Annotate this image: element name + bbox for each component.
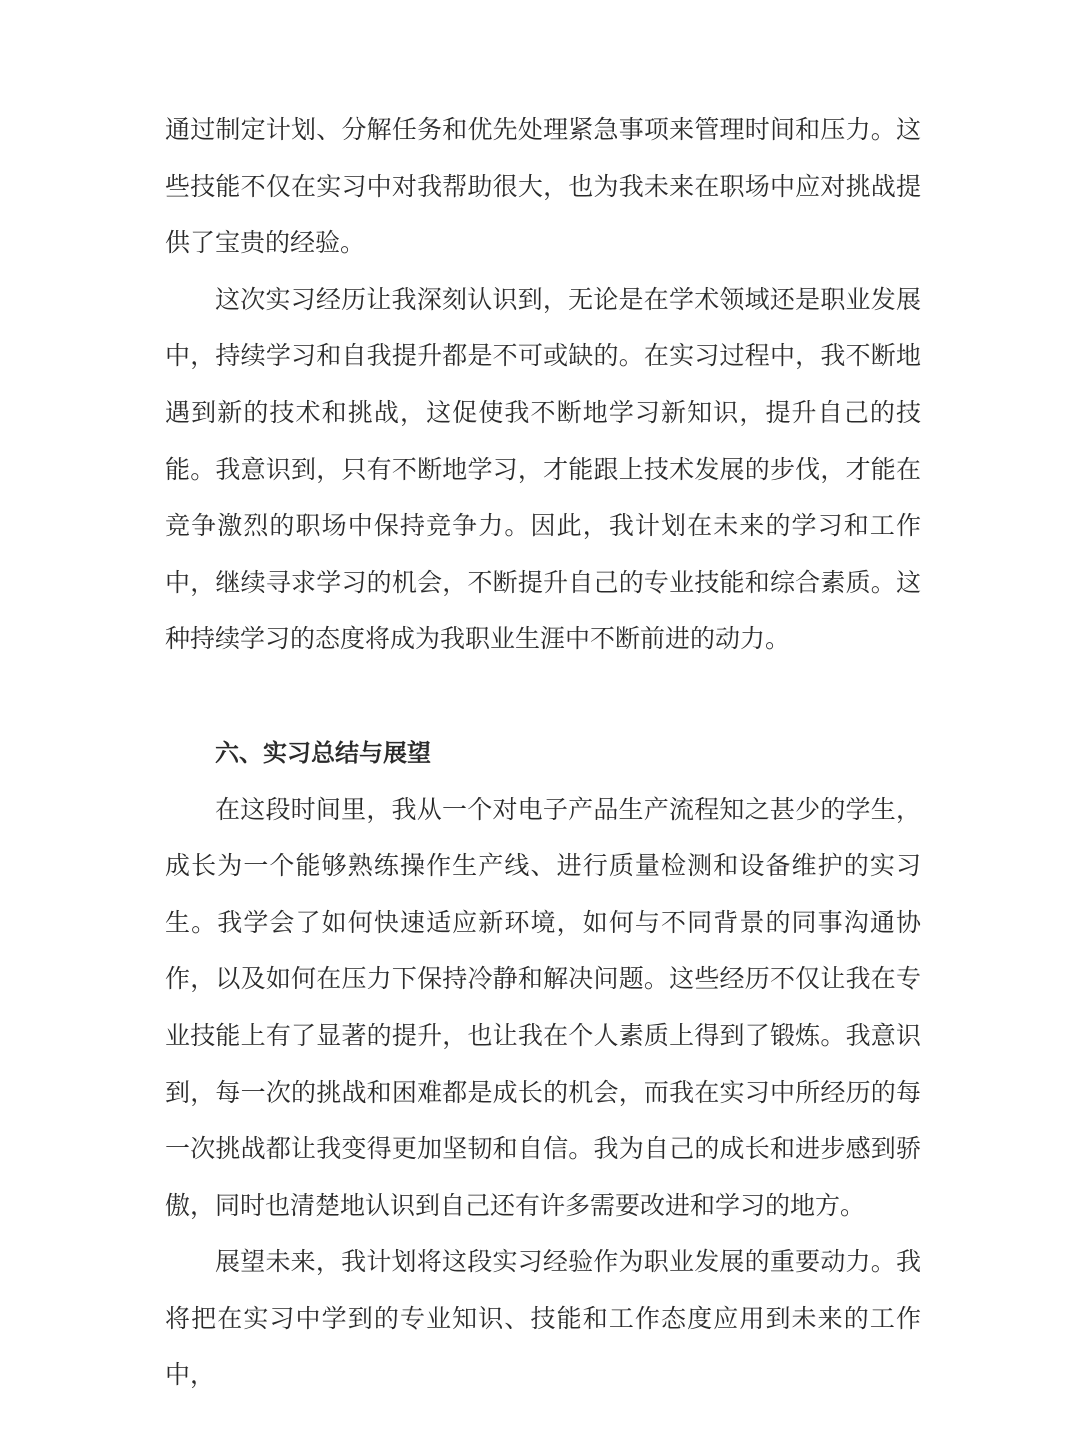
paragraph-summary: 在这段时间里，我从一个对电子产品生产流程知之甚少的学生，成长为一个能够熟练操作生产线、进行质量检测和设备维护的实习生。我学会了如何快速适应新环境，如何与不同背景的同事沟通协作，以及如何在压力下保持冷静和解决问题。这些经历不仅让我在专业技能上有了显著的提升，也让我在个人素质上得到了锻炼。我意识到，每一次的挑战和困难都是成长的机会，而我在实习中所经历的每一次挑战都让我变得更加坚韧和自信。我为自己的成长和进步感到骄傲，同时也清楚地认识到自己还有许多需要改进和学习的地方。 [165, 794, 921, 1220]
paragraph-continuous-learning: 这次实习经历让我深刻认识到，无论是在学术领域还是职业发展中，持续学习和自我提升都是不可或缺的。在实习过程中，我不断地遇到新的技术和挑战，这促使我不断地学习新知识，提升自己的技能。我意识到，只有不断地学习，才能跟上技术发展的步伐，才能在竞争激烈的职场中保持竞争力。因此，我计划在未来的学习和工作中，继续寻求学习的机会，不断提升自己的专业技能和综合素质。这种持续学习的态度将成为我职业生涯中不断前进的动力。 [165, 284, 921, 654]
paragraph-outlook: 展望未来，我计划将这段实习经验作为职业发展的重要动力。我将把在实习中学到的专业知识、技能和工作态度应用到未来的工作中， [165, 1247, 921, 1390]
paragraph-time-management: 通过制定计划、分解任务和优先处理紧急事项来管理时间和压力。这些技能不仅在实习中对我帮助很大，也为我未来在职场中应对挑战提供了宝贵的经验。 [165, 115, 921, 258]
document-body [165, 102, 921, 1404]
section-spacer [165, 668, 921, 725]
section-heading: 六、实习总结与展望 [215, 738, 431, 767]
